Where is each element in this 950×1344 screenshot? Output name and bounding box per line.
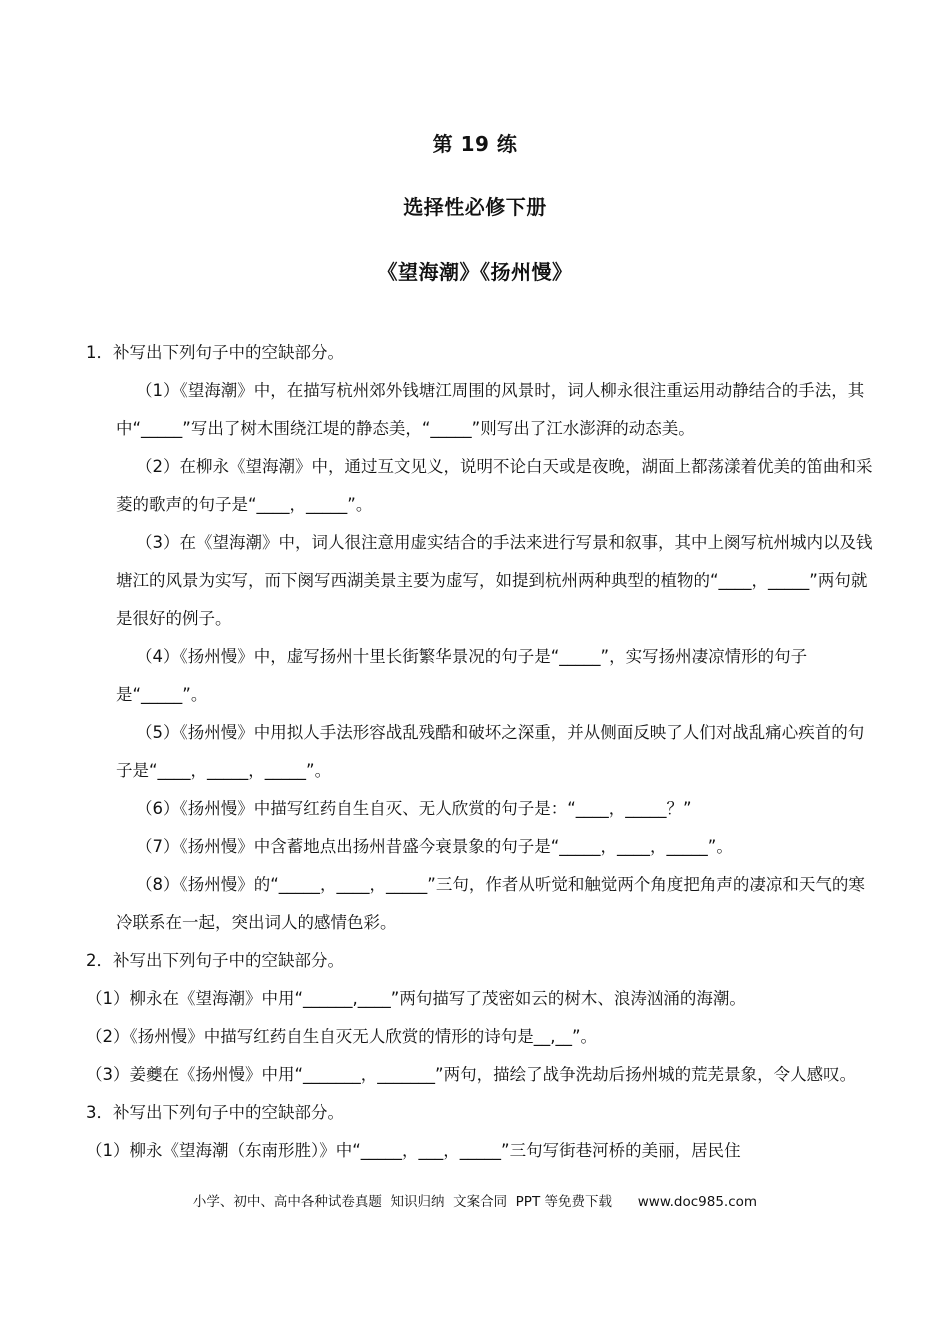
book-title: 选择性必修下册 (403, 195, 547, 219)
questions-content (86, 334, 876, 1170)
question-head: 3．补写出下列句子中的空缺部分。 (86, 1103, 344, 1122)
question-item: （5）《扬州慢》中用拟人手法形容战乱残酷和破坏之深重，并从侧面反映了人们对战乱痛心疾首的句子是“____，_____，_____”。 (116, 723, 865, 780)
question-item: （6）《扬州慢》中描写红药自生自灭、无人欣赏的句子是：“____，_____？” (136, 799, 692, 818)
question-1 (86, 334, 876, 942)
question-head: 2．补写出下列句子中的空缺部分。 (86, 951, 344, 970)
question-item: （2）《扬州慢》中描写红药自生自灭无人欣赏的情形的诗句是__,__”。 (86, 1027, 598, 1046)
page-footer: 小学、初中、高中各种试卷真题 知识归纳 文案合同 PPT 等免费下载 www.doc985.com (192, 1194, 758, 1210)
question-items (86, 372, 876, 942)
question-3 (86, 1094, 876, 1170)
question-item: （7）《扬州慢》中含蓄地点出扬州昔盛今衰景象的句子是“_____，____，_____”。 (136, 837, 733, 856)
question-2 (86, 942, 876, 1094)
question-item: （1）《望海潮》中，在描写杭州郊外钱塘江周围的风景时，词人柳永很注重运用动静结合的手法，其中“_____”写出了树木围绕江堤的静态美，“_____”则写出了江水澎湃的动态美。 (116, 381, 865, 438)
question-item: （3）姜夔在《扬州慢》中用“_______，_______”两句，描绘了战争洗劫后扬州城的荒芜景象，令人感叹。 (86, 1065, 857, 1084)
question-item: （4）《扬州慢》中，虚写扬州十里长街繁华景况的句子是“_____”，实写扬州凄凉情形的句子是“_____”。 (116, 647, 808, 704)
question-head: 1．补写出下列句子中的空缺部分。 (86, 343, 344, 362)
question-item: （1）柳永在《望海潮》中用“______,____”两句描写了茂密如云的树木、浪涛汹涌的海潮。 (86, 989, 746, 1008)
question-item: （8）《扬州慢》的“_____，____，_____”三句，作者从听觉和触觉两个角度把角声的凄凉和天气的寒冷联系在一起，突出词人的感情色彩。 (116, 875, 865, 932)
lesson-title: 第 19 练 (432, 132, 518, 156)
question-item: （2）在柳永《望海潮》中，通过互文见义，说明不论白天或是夜晚，湖面上都荡漾着优美的笛曲和采菱的歌声的句子是“____，_____”。 (116, 457, 873, 514)
texts-title: 《望海潮》《扬州慢》 (377, 260, 573, 284)
question-item: （3）在《望海潮》中，词人很注意用虚实结合的手法来进行写景和叙事，其中上阕写杭州城内以及钱塘江的风景为实写，而下阕写西湖美景主要为虚写，如提到杭州两种典型的植物的“____，_____”两句就是很好的例子。 (116, 533, 873, 628)
question-item: （1）柳永《望海潮（东南形胜）》中“_____，___，_____”三句写街巷河桥的美丽，居民住 (86, 1141, 741, 1160)
